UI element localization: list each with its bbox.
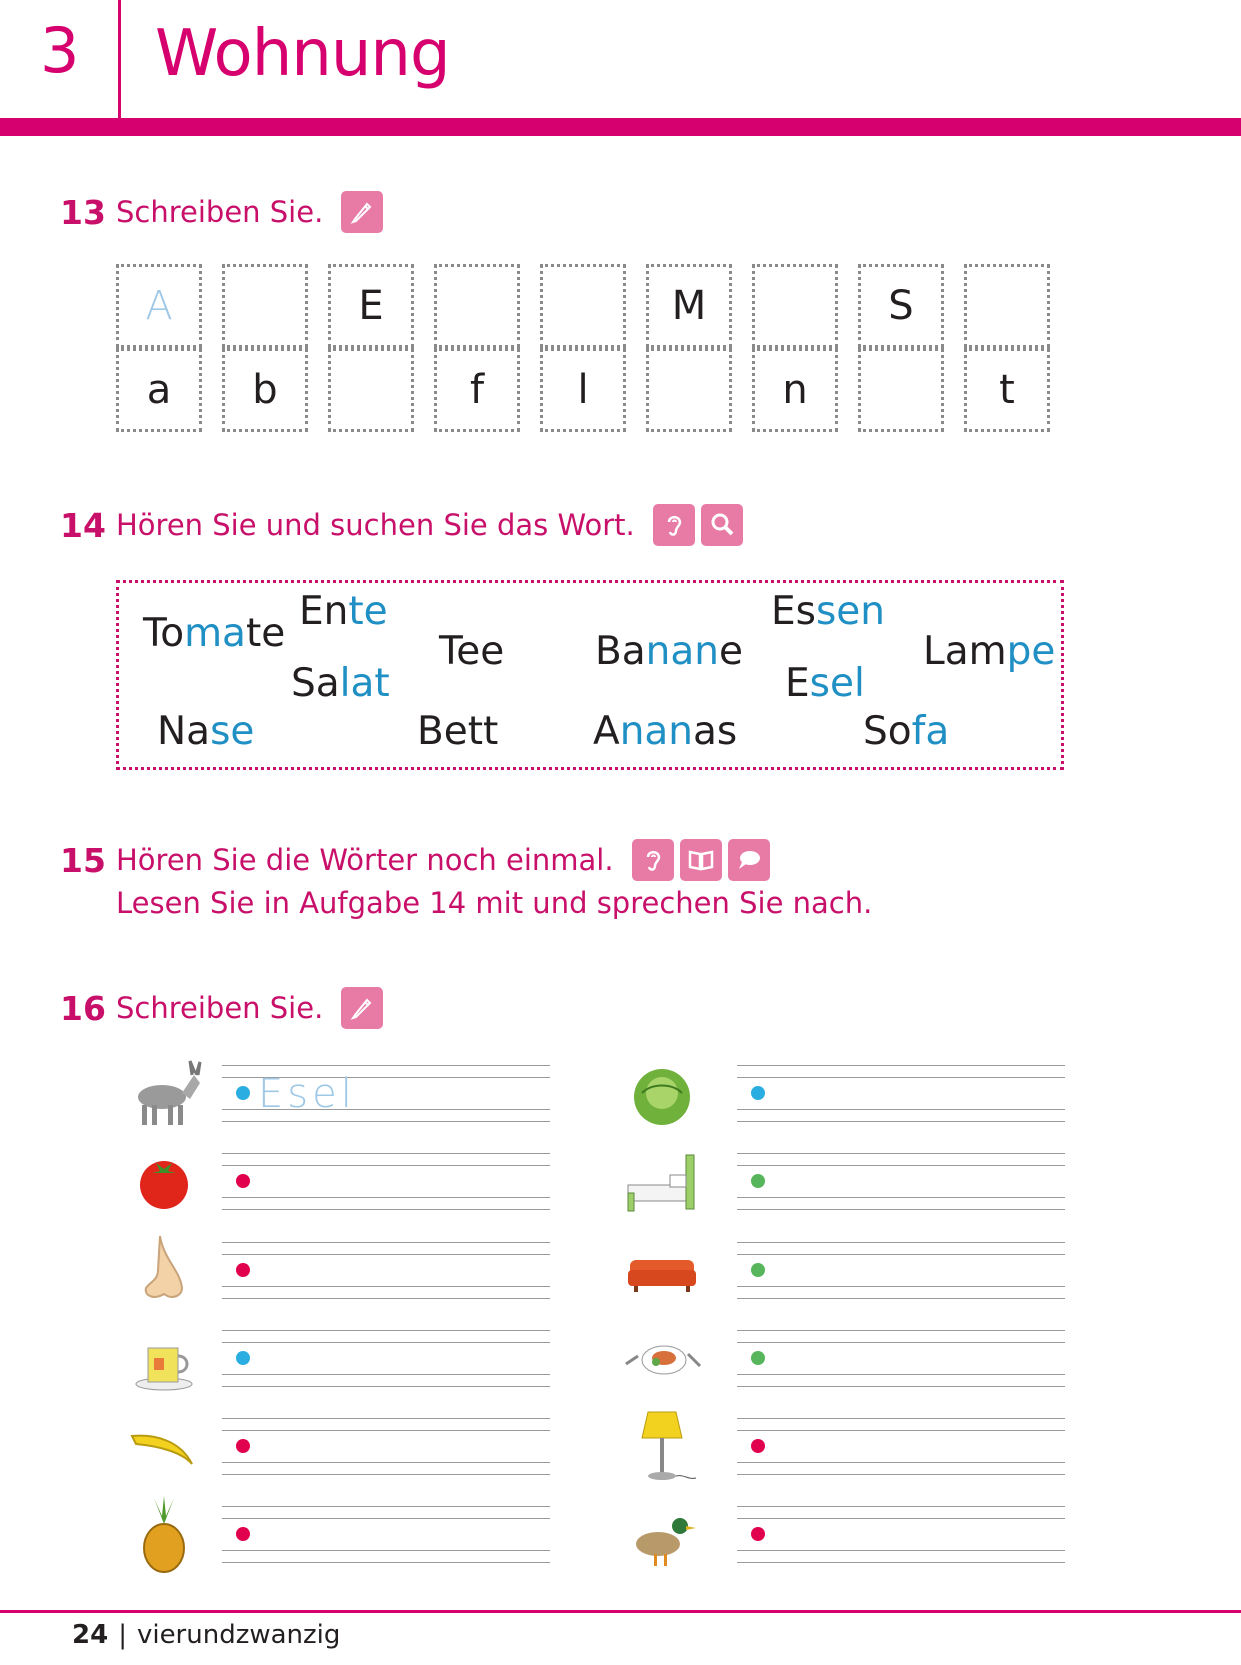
letter-cell-lower[interactable] — [646, 348, 732, 432]
word-box — [116, 580, 1064, 770]
pencil-icon — [341, 987, 383, 1029]
start-dot — [236, 1439, 250, 1453]
letter-cell-upper[interactable] — [752, 264, 838, 348]
donkey-picture — [124, 1053, 204, 1133]
bed-picture — [622, 1141, 702, 1221]
task-number: 14 — [60, 505, 106, 545]
lamp-picture — [622, 1406, 702, 1486]
task-13-heading — [60, 190, 383, 234]
task-15-heading — [60, 838, 770, 882]
word-item: Nase — [157, 709, 255, 754]
start-dot — [751, 1174, 765, 1188]
task-instruction: Hören Sie und suchen Sie das Wort. — [116, 508, 635, 542]
ear-icon — [653, 504, 695, 546]
word-item: Esel — [785, 661, 865, 706]
letter-cell-lower[interactable]: l — [540, 348, 626, 432]
start-dot — [236, 1527, 250, 1541]
start-dot — [236, 1351, 250, 1365]
letter-cell-upper[interactable] — [540, 264, 626, 348]
letter-cell-upper[interactable] — [434, 264, 520, 348]
word-item: Banane — [595, 629, 743, 674]
start-dot — [751, 1351, 765, 1365]
tomato-picture — [124, 1141, 204, 1221]
letter-cell-lower[interactable] — [858, 348, 944, 432]
letter-cell-upper[interactable]: A — [116, 264, 202, 348]
writing-line[interactable] — [222, 1506, 550, 1564]
word-item: Tomate — [143, 611, 286, 656]
writing-line[interactable] — [737, 1330, 1065, 1388]
header-divider — [118, 0, 121, 118]
word-item: Ente — [299, 589, 388, 634]
start-dot — [751, 1527, 765, 1541]
word-item: Salat — [291, 661, 390, 706]
writing-line[interactable] — [737, 1242, 1065, 1300]
task-16-heading — [60, 986, 383, 1030]
letter-cell-upper[interactable]: M — [646, 264, 732, 348]
letter-cell-upper[interactable] — [222, 264, 308, 348]
start-dot — [751, 1263, 765, 1277]
task-14-heading — [60, 503, 743, 547]
start-dot — [751, 1439, 765, 1453]
task-15-instruction-line2: Lesen Sie in Aufgabe 14 mit und sprechen Sie nach. — [116, 886, 873, 920]
writing-line[interactable] — [737, 1418, 1065, 1476]
letter-cell-lower[interactable]: f — [434, 348, 520, 432]
start-dot — [236, 1174, 250, 1188]
word-item: Ananas — [593, 709, 738, 754]
pencil-icon — [341, 191, 383, 233]
task-number: 15 — [60, 840, 106, 880]
letter-cell-upper[interactable]: E — [328, 264, 414, 348]
letter-cell-lower[interactable]: a — [116, 348, 202, 432]
letter-cell-lower[interactable]: b — [222, 348, 308, 432]
banana-picture — [124, 1406, 204, 1486]
tea-picture — [124, 1318, 204, 1398]
unit-number: 3 — [40, 14, 80, 87]
header-band — [0, 118, 1241, 136]
page-number: 24 — [72, 1620, 109, 1650]
writing-line[interactable] — [737, 1065, 1065, 1123]
page-footer — [72, 1620, 340, 1650]
book-icon — [680, 839, 722, 881]
word-item: Bett — [417, 709, 499, 754]
example-trace-word: Esel — [258, 1071, 356, 1117]
salad-picture — [622, 1053, 702, 1133]
task-instruction: Schreiben Sie. — [116, 195, 324, 229]
task-instruction: Hören Sie die Wörter noch einmal. — [116, 843, 614, 877]
task-number: 16 — [60, 988, 106, 1028]
word-item: Lampe — [923, 629, 1056, 674]
start-dot — [751, 1086, 765, 1100]
task-number: 13 — [60, 192, 106, 232]
page-number-word: vierundzwanzig — [136, 1620, 341, 1650]
letter-cell-lower[interactable]: n — [752, 348, 838, 432]
footer-separator: | — [118, 1620, 127, 1650]
magnifier-icon — [701, 504, 743, 546]
writing-line[interactable] — [737, 1153, 1065, 1211]
writing-line[interactable] — [222, 1330, 550, 1388]
start-dot — [236, 1263, 250, 1277]
speech-bubble-icon — [728, 839, 770, 881]
writing-line[interactable] — [222, 1242, 550, 1300]
letter-cell-lower[interactable] — [328, 348, 414, 432]
start-dot — [236, 1086, 250, 1100]
duck-picture — [622, 1494, 702, 1574]
nose-picture — [124, 1230, 204, 1310]
writing-line[interactable] — [222, 1418, 550, 1476]
writing-line[interactable] — [222, 1153, 550, 1211]
letter-cell-upper[interactable]: S — [858, 264, 944, 348]
footer-line — [0, 1610, 1241, 1613]
word-item: Essen — [771, 589, 885, 634]
sofa-picture — [622, 1230, 702, 1310]
letter-cell-upper[interactable] — [964, 264, 1050, 348]
ear-icon — [632, 839, 674, 881]
word-item: Tee — [439, 629, 505, 674]
word-item: Sofa — [863, 709, 950, 754]
food-plate-picture — [622, 1318, 702, 1398]
page-title: Wohnung — [155, 17, 450, 91]
writing-line[interactable] — [737, 1506, 1065, 1564]
writing-line[interactable] — [222, 1065, 550, 1123]
letter-cell-lower[interactable]: t — [964, 348, 1050, 432]
task-instruction: Schreiben Sie. — [116, 991, 324, 1025]
pineapple-picture — [124, 1494, 204, 1574]
